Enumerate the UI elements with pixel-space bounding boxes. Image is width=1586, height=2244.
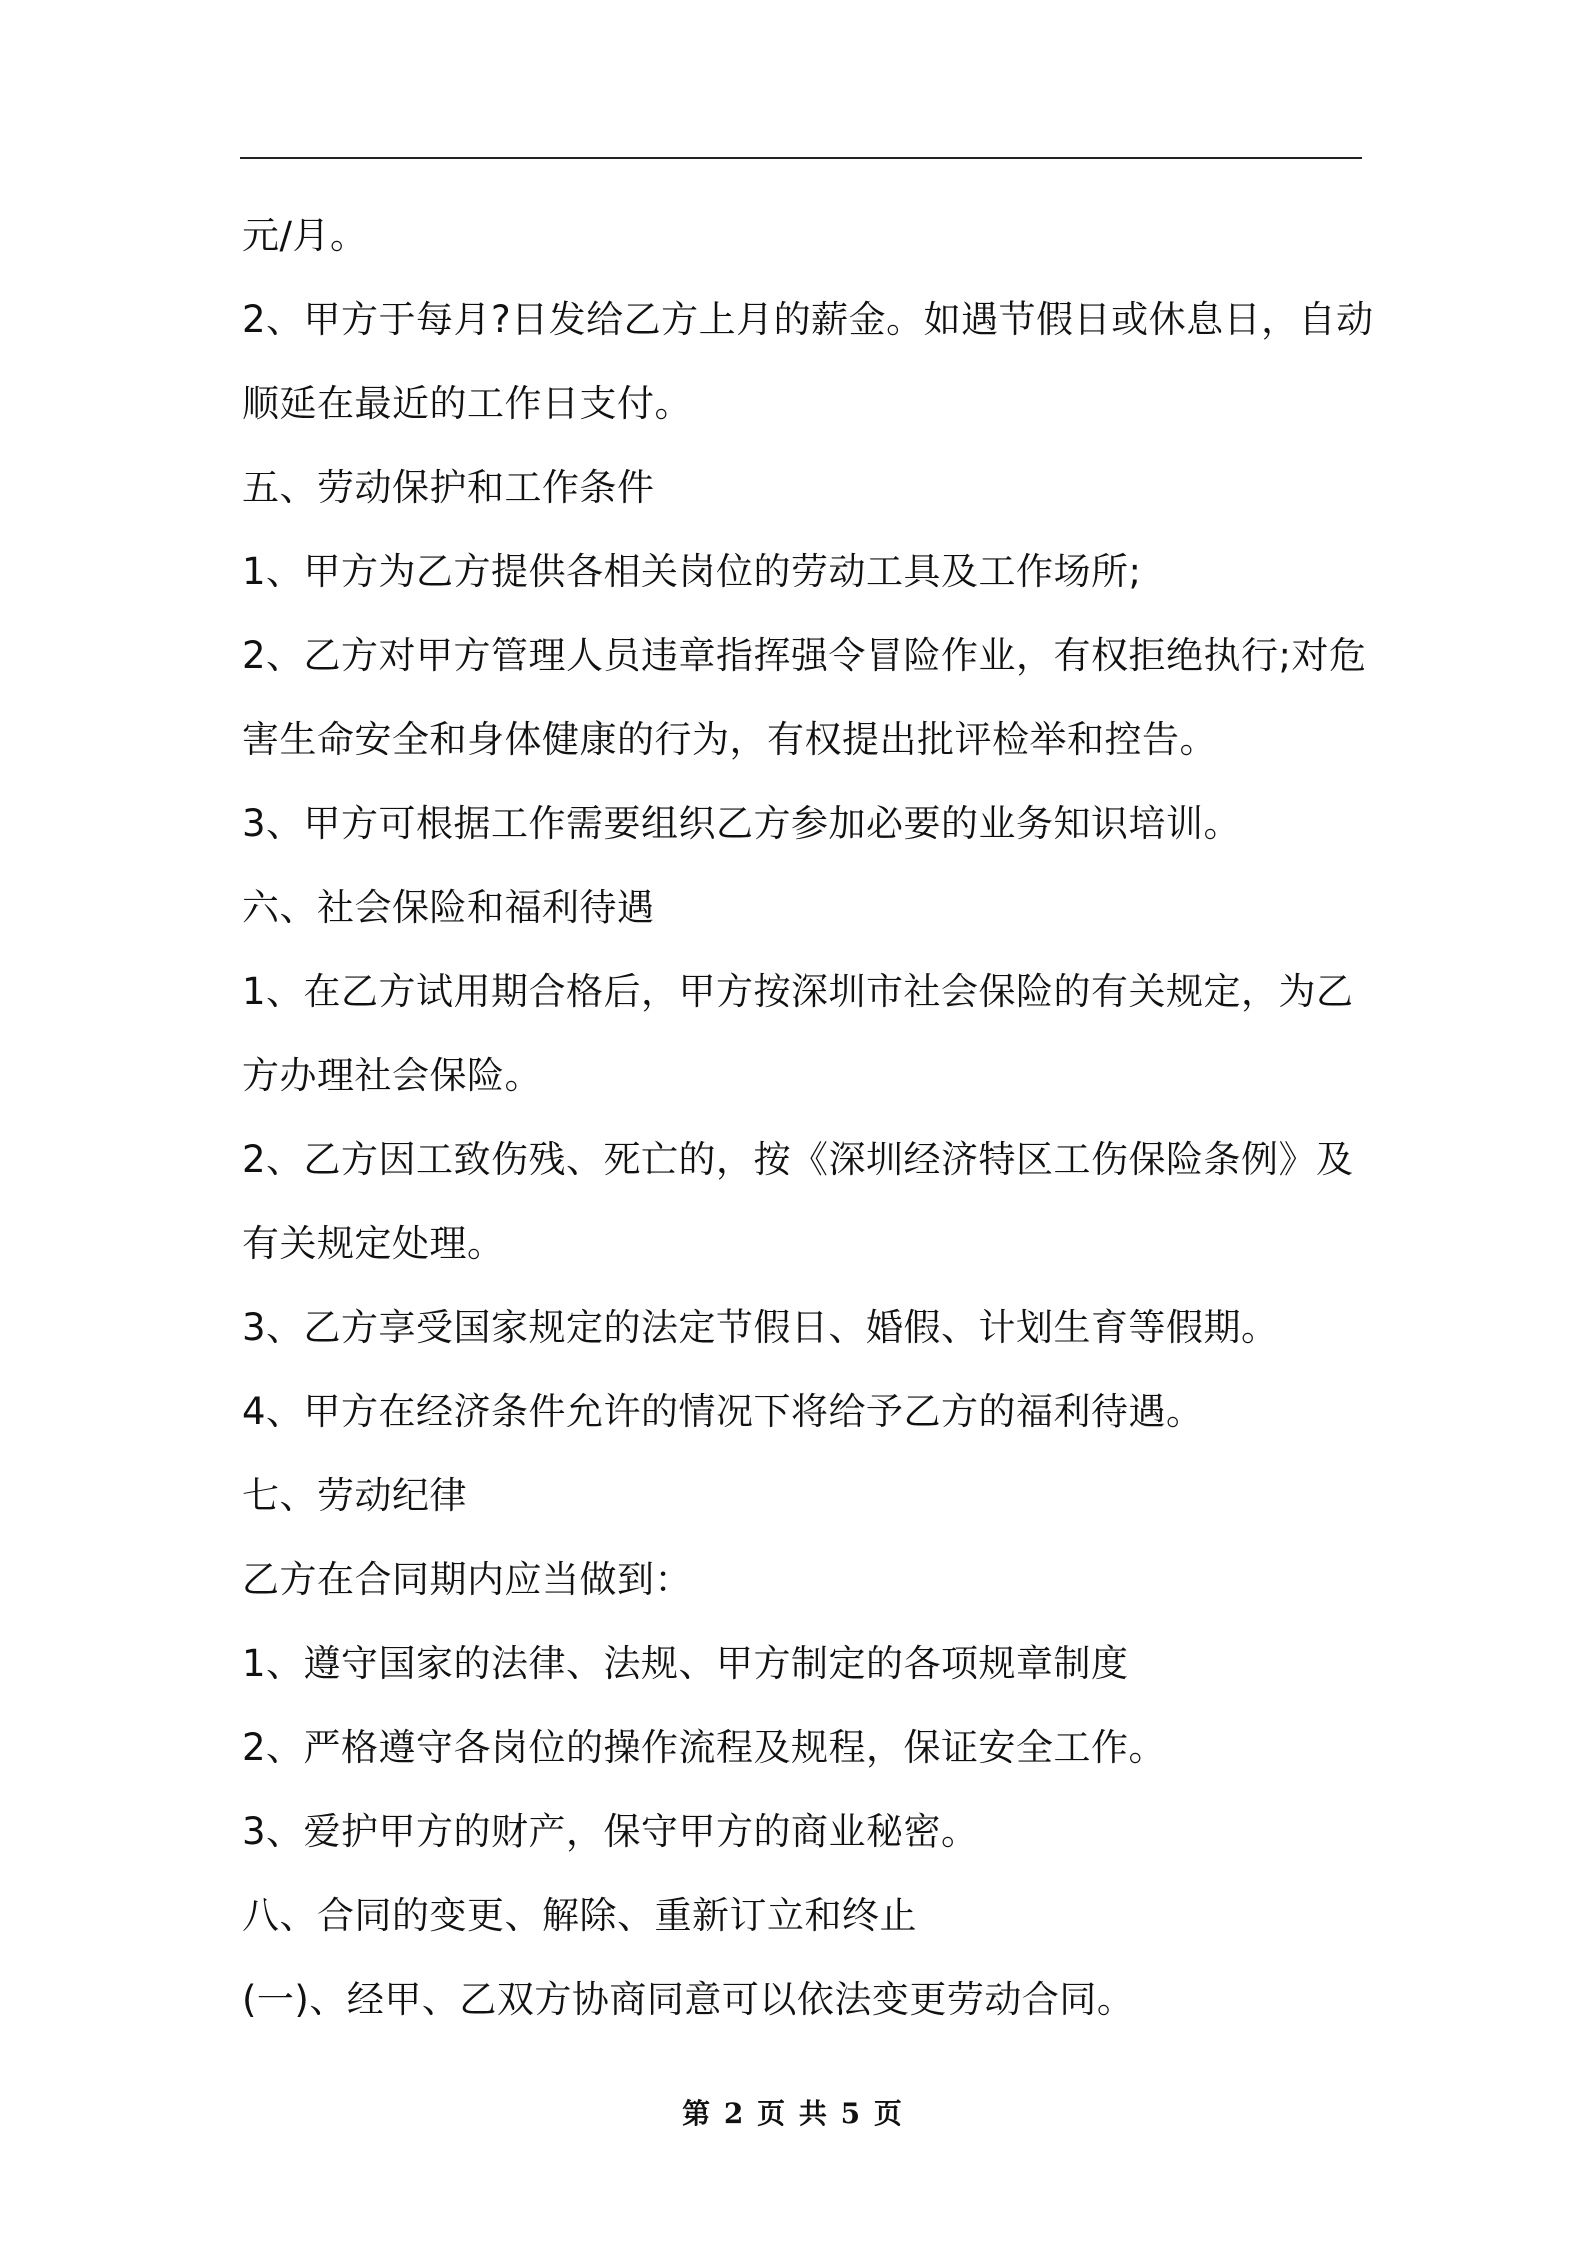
- text-line: 害生命安全和身体健康的行为，有权提出批评检举和控告。: [242, 718, 1217, 761]
- page-footer: [0, 2092, 1586, 2132]
- text-line: 3、乙方享受国家规定的法定节假日、婚假、计划生育等假期。: [242, 1306, 1279, 1349]
- footer-label-end: 页: [873, 2097, 904, 2130]
- text-line: 2、甲方于每月?日发给乙方上月的薪金。如遇节假日或休息日，自动: [242, 298, 1374, 341]
- text-line: 有关规定处理。: [242, 1222, 505, 1265]
- section-heading: 七、劳动纪律: [242, 1474, 467, 1517]
- text-line: 2、乙方因工致伤残、死亡的，按《深圳经济特区工伤保险条例》及: [242, 1138, 1354, 1181]
- text-line: 1、在乙方试用期合格后，甲方按深圳市社会保险的有关规定，为乙: [242, 970, 1354, 1013]
- text-line: 2、严格遵守各岗位的操作流程及规程，保证安全工作。: [242, 1726, 1167, 1769]
- footer-label-page: 第: [682, 2097, 713, 2130]
- header-divider: [240, 157, 1362, 159]
- text-line: 2、乙方对甲方管理人员违章指挥强令冒险作业，有权拒绝执行;对危: [242, 634, 1367, 677]
- text-line: 乙方在合同期内应当做到：: [242, 1558, 692, 1601]
- document-body: [242, 194, 1374, 2042]
- text-line: 3、爱护甲方的财产，保守甲方的商业秘密。: [242, 1810, 979, 1853]
- text-line: 3、甲方可根据工作需要组织乙方参加必要的业务知识培训。: [242, 802, 1242, 845]
- text-line: 1、遵守国家的法律、法规、甲方制定的各项规章制度: [242, 1642, 1129, 1685]
- total-pages-number: 5: [840, 2097, 863, 2130]
- text-line: 4、甲方在经济条件允许的情况下将给予乙方的福利待遇。: [242, 1390, 1204, 1433]
- footer-label-of: 页 共: [757, 2097, 829, 2130]
- text-line: (一)、经甲、乙双方协商同意可以依法变更劳动合同。: [242, 1978, 1135, 2021]
- text-line: 方办理社会保险。: [242, 1054, 542, 1097]
- section-heading: 八、合同的变更、解除、重新订立和终止: [242, 1894, 917, 1937]
- current-page-number: 2: [723, 2097, 746, 2130]
- section-heading: 五、劳动保护和工作条件: [242, 466, 655, 509]
- section-heading: 六、社会保险和福利待遇: [242, 886, 655, 929]
- text-line: 1、甲方为乙方提供各相关岗位的劳动工具及工作场所;: [242, 550, 1142, 593]
- text-line: 顺延在最近的工作日支付。: [242, 382, 692, 425]
- text-line: 元/月。: [242, 214, 368, 257]
